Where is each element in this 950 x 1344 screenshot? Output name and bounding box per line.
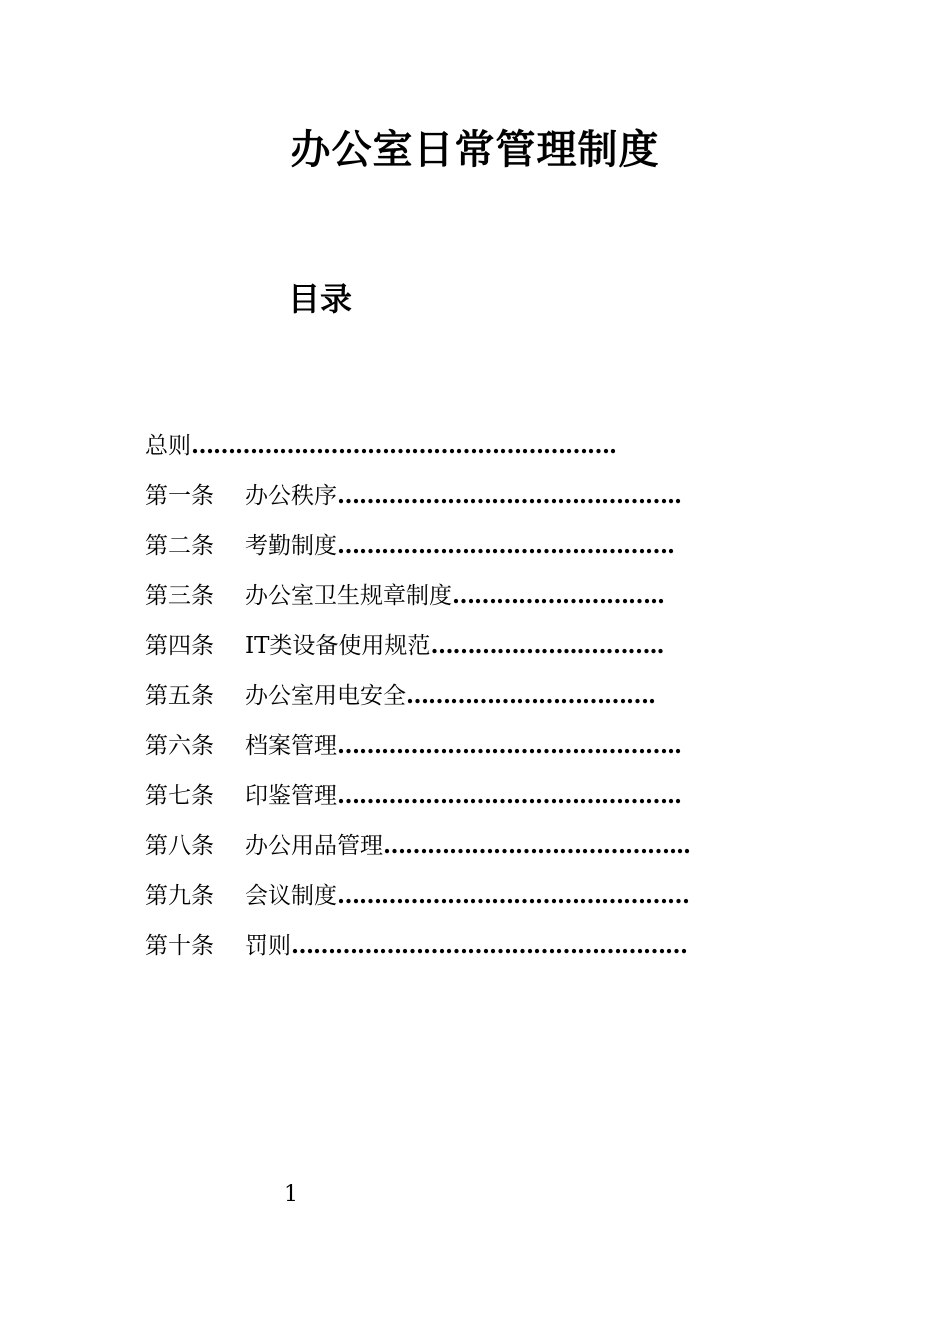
toc-leader-dots: ………………………………………. — [337, 532, 675, 559]
toc-entry-number: 第四条 — [145, 633, 214, 659]
toc-entry-label: 会议制度 — [245, 883, 337, 909]
toc-entry-number: 第十条 — [145, 933, 214, 959]
toc-leader-dots: ………………...……….. — [430, 632, 664, 659]
toc-entry-label: 办公室用电安全 — [245, 683, 406, 709]
toc-entry-number: 第三条 — [145, 583, 214, 609]
toc-leader-dots: …………………………………………………. — [191, 432, 617, 459]
toc-entry-5 — [145, 677, 745, 727]
toc-entry-4 — [145, 627, 745, 677]
toc-entry-number: 第九条 — [145, 883, 214, 909]
toc-entry-label: 考勤制度 — [245, 533, 337, 559]
toc-entry-number: 第五条 — [145, 683, 214, 709]
toc-leader-dots: ……………………………. — [406, 682, 656, 709]
toc-entry-label: 印鉴管理 — [245, 783, 337, 809]
toc-leader-dots: ……………………………………………… — [291, 932, 687, 959]
toc-entry-label: IT类设备使用规范 — [245, 633, 431, 659]
toc-entry-7 — [145, 777, 745, 827]
toc-entry-number: 第七条 — [145, 783, 214, 809]
toc-entry-1 — [145, 477, 745, 527]
toc-leader-dots: ……………………………………….. — [337, 782, 682, 809]
toc-entry-general — [145, 427, 745, 477]
toc-entry-label: 罚则 — [245, 933, 291, 959]
toc-entry-6 — [145, 727, 745, 777]
toc-entry-8 — [145, 827, 745, 877]
toc-entry-label: 档案管理 — [245, 733, 337, 759]
toc-entry-label: 办公室卫生规章制度 — [245, 583, 452, 609]
toc-entry-number: 第八条 — [145, 833, 214, 859]
toc-entry-number: 第二条 — [145, 533, 214, 559]
toc-leader-dots: ……………………………………….. — [337, 732, 682, 759]
toc-entry-number: 第一条 — [145, 483, 214, 509]
toc-entry-10 — [145, 927, 745, 977]
toc-leader-dots: …………………………………... — [383, 832, 691, 859]
toc-entry-label: 总则 — [145, 433, 191, 459]
toc-heading: 目录 — [288, 280, 353, 318]
document-title: 办公室日常管理制度 — [290, 126, 660, 173]
toc-leader-dots: ……………………….. — [452, 582, 665, 609]
toc-leader-dots: ……………………………………….. — [337, 482, 682, 509]
toc-entry-9 — [145, 877, 745, 927]
page-number: 1 — [284, 1182, 298, 1207]
toc-entry-3 — [145, 577, 745, 627]
toc-entry-label: 办公秩序 — [245, 483, 337, 509]
table-of-contents — [145, 427, 745, 977]
toc-entry-label: 办公用品管理 — [245, 833, 383, 859]
toc-entry-2 — [145, 527, 745, 577]
toc-leader-dots: ………………………………………… — [337, 882, 689, 909]
toc-entry-number: 第六条 — [145, 733, 214, 759]
